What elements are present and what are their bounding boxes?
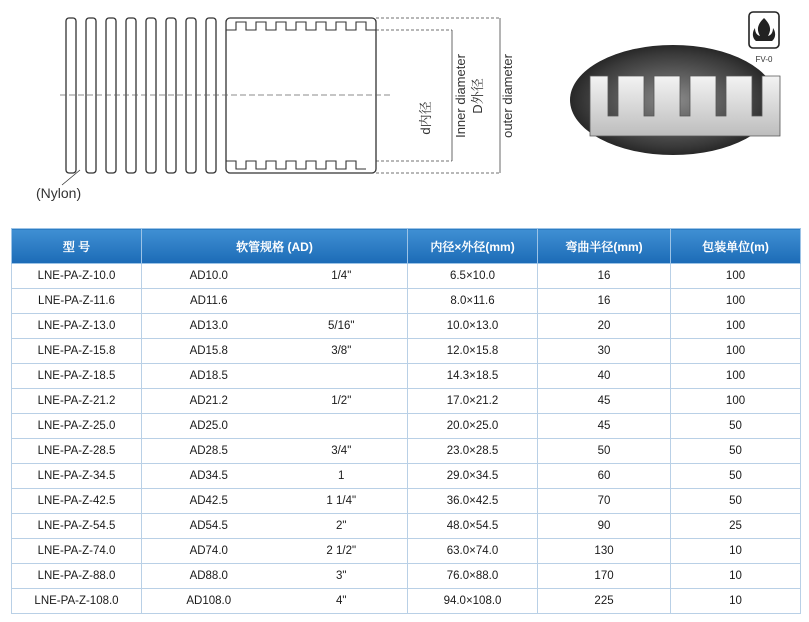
inch-size-cell: 2 1/2" [276, 539, 408, 564]
inch-size-cell [276, 414, 408, 439]
outer-diameter-en-label: outer diameter [500, 54, 515, 138]
ad-size-cell: AD25.0 [142, 414, 276, 439]
table-row [12, 589, 801, 614]
inch-size-cell: 4" [276, 589, 408, 614]
bend-radius-cell: 170 [538, 564, 671, 589]
model-cell: LNE-PA-Z-74.0 [12, 539, 142, 564]
model-cell: LNE-PA-Z-10.0 [12, 264, 142, 289]
inch-size-cell: 5/16" [276, 314, 408, 339]
inch-size-cell: 3" [276, 564, 408, 589]
bend-radius-cell: 16 [538, 264, 671, 289]
bend-radius-cell: 20 [538, 314, 671, 339]
model-cell: LNE-PA-Z-15.8 [12, 339, 142, 364]
inch-size-cell: 1/4" [276, 264, 408, 289]
table-row [12, 389, 801, 414]
inner-diameter-cn-label: d内径 [418, 101, 433, 135]
inch-size-cell: 1 1/4" [276, 489, 408, 514]
header-model: 型 号 [12, 229, 142, 264]
model-cell: LNE-PA-Z-42.5 [12, 489, 142, 514]
dimensions-cell: 10.0×13.0 [408, 314, 538, 339]
ad-size-cell: AD88.0 [142, 564, 276, 589]
model-cell: LNE-PA-Z-88.0 [12, 564, 142, 589]
table-row [12, 564, 801, 589]
model-cell: LNE-PA-Z-11.6 [12, 289, 142, 314]
bend-radius-cell: 40 [538, 364, 671, 389]
bend-radius-cell: 50 [538, 439, 671, 464]
table-row [12, 264, 801, 289]
table-row [12, 289, 801, 314]
model-cell: LNE-PA-Z-108.0 [12, 589, 142, 614]
pack-unit-cell: 50 [671, 464, 801, 489]
flame-icon [749, 12, 779, 64]
ad-size-cell: AD108.0 [142, 589, 276, 614]
dimensions-cell: 29.0×34.5 [408, 464, 538, 489]
dimensions-cell: 20.0×25.0 [408, 414, 538, 439]
pack-unit-cell: 50 [671, 439, 801, 464]
table-header-row [12, 229, 801, 264]
cross-section-image [570, 45, 780, 155]
ad-size-cell: AD11.6 [142, 289, 276, 314]
dimensions-cell: 76.0×88.0 [408, 564, 538, 589]
dimensions-cell: 23.0×28.5 [408, 439, 538, 464]
ad-size-cell: AD21.2 [142, 389, 276, 414]
bend-radius-cell: 16 [538, 289, 671, 314]
conduit-diagram [0, 0, 809, 228]
model-cell: LNE-PA-Z-54.5 [12, 514, 142, 539]
table-row [12, 314, 801, 339]
inch-size-cell: 3/8" [276, 339, 408, 364]
bend-radius-cell: 30 [538, 339, 671, 364]
inner-diameter-en-label: Inner diameter [453, 54, 468, 138]
pack-unit-cell: 10 [671, 539, 801, 564]
header-dimensions: 内径×外径(mm) [408, 229, 538, 264]
material-label: (Nylon) [36, 185, 82, 201]
bend-radius-cell: 130 [538, 539, 671, 564]
table-row [12, 339, 801, 364]
dimensions-cell: 17.0×21.2 [408, 389, 538, 414]
corrugated-tube-drawing [66, 18, 376, 173]
pack-unit-cell: 100 [671, 314, 801, 339]
model-cell: LNE-PA-Z-21.2 [12, 389, 142, 414]
table-row [12, 464, 801, 489]
pack-unit-cell: 50 [671, 414, 801, 439]
inch-size-cell: 1 [276, 464, 408, 489]
ad-size-cell: AD13.0 [142, 314, 276, 339]
pack-unit-cell: 100 [671, 339, 801, 364]
table-row [12, 364, 801, 389]
dimensions-cell: 63.0×74.0 [408, 539, 538, 564]
model-cell: LNE-PA-Z-34.5 [12, 464, 142, 489]
dimensions-cell: 36.0×42.5 [408, 489, 538, 514]
inch-size-cell: 2" [276, 514, 408, 539]
ad-size-cell: AD10.0 [142, 264, 276, 289]
bend-radius-cell: 45 [538, 389, 671, 414]
ad-size-cell: AD18.5 [142, 364, 276, 389]
inch-size-cell [276, 364, 408, 389]
ad-size-cell: AD28.5 [142, 439, 276, 464]
header-hose-spec: 软管规格 (AD) [142, 229, 408, 264]
dimensions-cell: 94.0×108.0 [408, 589, 538, 614]
model-cell: LNE-PA-Z-13.0 [12, 314, 142, 339]
header-pack-unit: 包装单位(m) [671, 229, 801, 264]
model-cell: LNE-PA-Z-28.5 [12, 439, 142, 464]
outer-diameter-cn-label: D外径 [470, 78, 485, 114]
pack-unit-cell: 100 [671, 264, 801, 289]
ad-size-cell: AD54.5 [142, 514, 276, 539]
table-row [12, 414, 801, 439]
bend-radius-cell: 60 [538, 464, 671, 489]
pack-unit-cell: 100 [671, 364, 801, 389]
pack-unit-cell: 10 [671, 564, 801, 589]
inch-size-cell [276, 289, 408, 314]
header-bend-radius: 弯曲半径(mm) [538, 229, 671, 264]
bend-radius-cell: 225 [538, 589, 671, 614]
table-row [12, 514, 801, 539]
pack-unit-cell: 25 [671, 514, 801, 539]
table-row [12, 539, 801, 564]
dimensions-cell: 48.0×54.5 [408, 514, 538, 539]
ad-size-cell: AD15.8 [142, 339, 276, 364]
ad-size-cell: AD74.0 [142, 539, 276, 564]
bend-radius-cell: 45 [538, 414, 671, 439]
spec-table [11, 228, 801, 614]
pack-unit-cell: 100 [671, 289, 801, 314]
dimensions-cell: 12.0×15.8 [408, 339, 538, 364]
bend-radius-cell: 90 [538, 514, 671, 539]
inch-size-cell: 3/4" [276, 439, 408, 464]
table-row [12, 439, 801, 464]
ad-size-cell: AD34.5 [142, 464, 276, 489]
pack-unit-cell: 50 [671, 489, 801, 514]
pack-unit-cell: 10 [671, 589, 801, 614]
dimensions-cell: 8.0×11.6 [408, 289, 538, 314]
inch-size-cell: 1/2" [276, 389, 408, 414]
bend-radius-cell: 70 [538, 489, 671, 514]
ad-size-cell: AD42.5 [142, 489, 276, 514]
pack-unit-cell: 100 [671, 389, 801, 414]
fire-rating-label: FV-0 [755, 55, 773, 64]
model-cell: LNE-PA-Z-18.5 [12, 364, 142, 389]
table-row [12, 489, 801, 514]
dimensions-cell: 14.3×18.5 [408, 364, 538, 389]
model-cell: LNE-PA-Z-25.0 [12, 414, 142, 439]
dimensions-cell: 6.5×10.0 [408, 264, 538, 289]
